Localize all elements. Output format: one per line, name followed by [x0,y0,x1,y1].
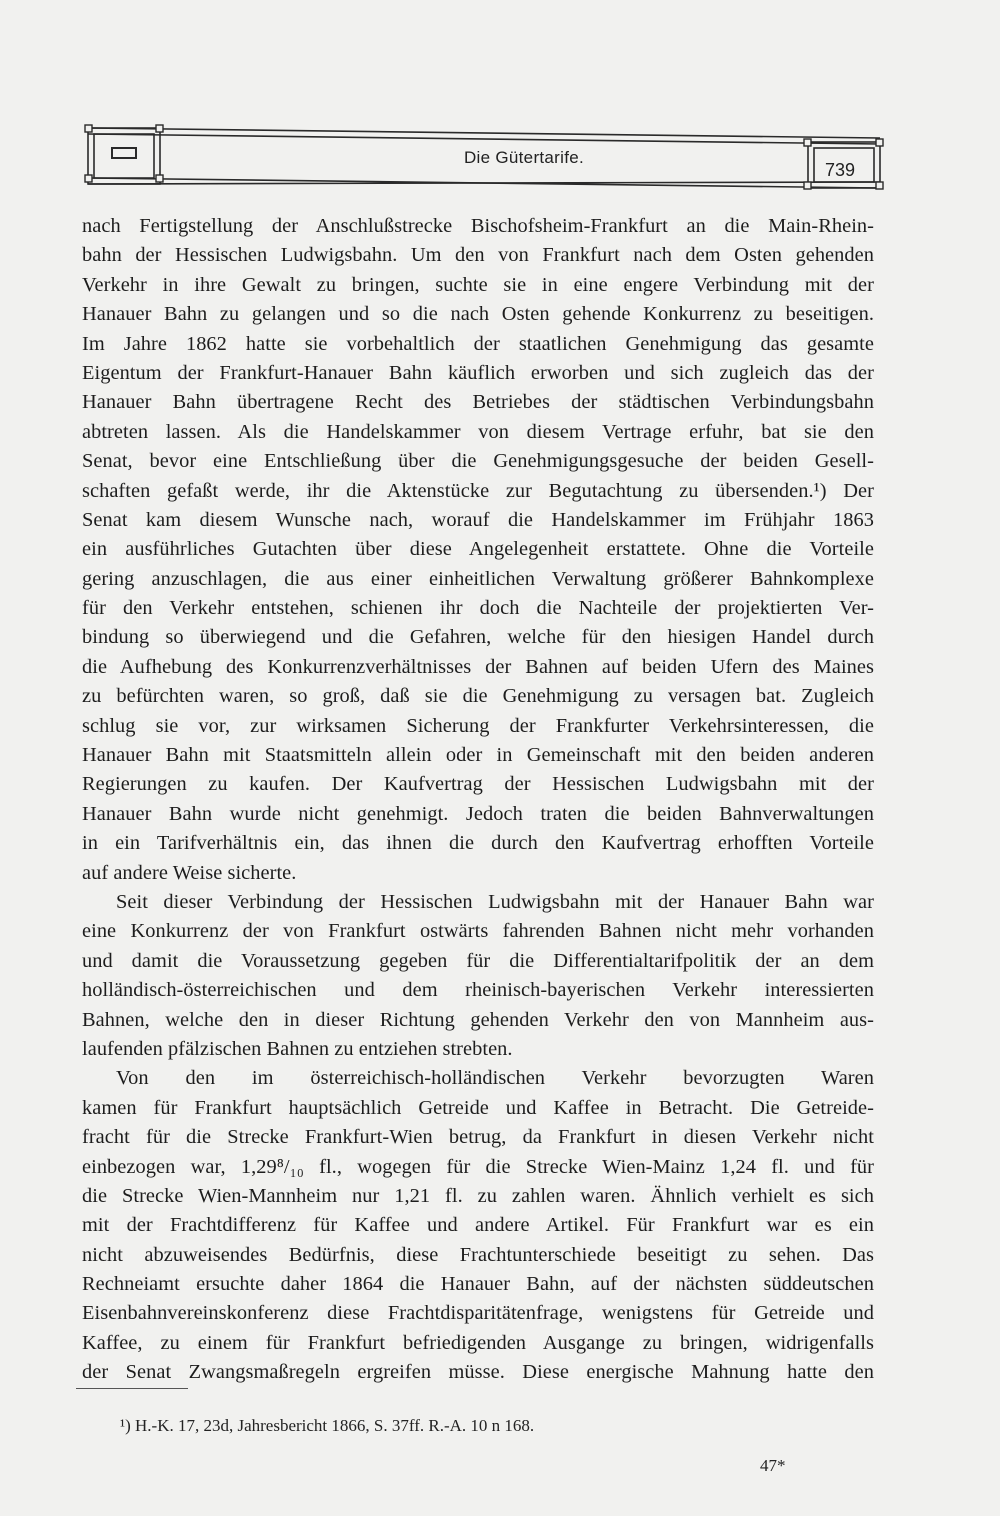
text-line: und damit die Voraussetzung gegeben für die Differentialtarifpolitik der an dem [82,949,874,972]
text-line: Hanauer Bahn mit Staatsmitteln allein oder in Gemeinschaft mit den beiden anderen [82,744,874,767]
page-number: 739 [824,160,856,180]
text-line: Eisenbahnvereinskonferenz diese Frachtdisparitätenfrage, wenigstens für Getreide und [82,1302,874,1325]
text-line: Kaffee, zu einem für Frankfurt befriedigenden Ausgange zu bringen, widrigenfalls [82,1331,874,1354]
text-line: fracht für die Strecke Frankfurt-Wien betrug, da Frankfurt in diesen Verkehr nicht [82,1126,874,1149]
running-title: Die Gütertarife. [463,148,585,167]
text-line: Hanauer Bahn wurde nicht genehmigt. Jedoch traten die beiden Bahnverwaltungen [82,802,874,825]
text-line: Eigentum der Frankfurt-Hanauer Bahn käuflich erworben und sich zugleich das der [82,361,874,384]
text-line: kamen für Frankfurt hauptsächlich Getreide und Kaffee in Betracht. Die Getreide- [82,1096,874,1119]
body-text [82,212,874,1388]
text-line: mit der Frachtdifferenz für Kaffee und andere Artikel. Für Frankfurt war es ein [82,1214,874,1237]
text-line: nach Fertigstellung der Anschlußstrecke Bischofsheim-Frankfurt an die Main-Rhein- [82,215,874,237]
text-line: holländisch-österreichischen und dem rheinisch-bayerischen Verkehr interessierten [82,979,874,1002]
text-line: gering anzuschlagen, die aus einer einheitlichen Verwaltung größerer Bahnkomplexe [82,567,874,590]
text-line: Senat kam diesem Wunsche nach, worauf die Handelskammer im Frühjahr 1863 [82,508,874,531]
signature-mark: 47* [760,1456,786,1475]
text-line: laufenden pfälzischen Bahnen zu entziehen strebten. [82,1037,513,1060]
text-line: Von den im österreichisch-holländischen Verkehr bevorzugten Waren [116,1067,874,1090]
text-line: die Strecke Wien-Mannheim nur 1,21 fl. zu zahlen waren. Ähnlich verhielt es sich [82,1184,874,1207]
text-line: ein ausführliches Gutachten über diese Angelegenheit erstattete. Ohne die Vorteile [82,538,874,561]
text-line: Bahnen, welche den in dieser Richtung gehenden Verkehr den von Mannheim aus- [82,1008,874,1031]
text-line: der Senat Zwangsmaßregeln ergreifen müsse. Diese energische Mahnung hatte den [82,1361,874,1384]
text-line: in ein Tarifverhältnis ein, das ihnen die durch den Kaufvertrag erhofften Vorteile [82,832,874,855]
text-line: Seit dieser Verbindung der Hessischen Ludwigsbahn mit der Hanauer Bahn war [116,890,874,913]
text-line: bahn der Hessischen Ludwigsbahn. Um den von Frankfurt nach dem Osten gehenden [82,244,874,267]
text-line: auf andere Weise sicherte. [82,861,297,884]
text-line: Hanauer Bahn übertragene Recht des Betriebes der städtischen Verbindungsbahn [82,391,874,414]
footnote: ¹) H.-K. 17, 23d, Jahresbericht 1866, S. 37ff. R.-A. 10 n 168. [120,1416,535,1435]
footnote-divider [76,1388,188,1389]
text-line: Im Jahre 1862 hatte sie vorbehaltlich der staatlichen Genehmigung das gesamte [82,332,874,355]
text-line: abtreten lassen. Als die Handelskammer von diesem Vertrage erfuhr, bat sie den [82,420,874,443]
text-line: einbezogen war, 1,29⁸/₁₀ fl., wogegen für die Strecke Wien-Mainz 1,24 fl. und für [82,1155,874,1178]
text-line: Regierungen zu kaufen. Der Kaufvertrag der Hessischen Ludwigsbahn mit der [82,773,874,796]
text-line: für den Verkehr entstehen, schienen ihr doch die Nachteile der projektierten Ver- [82,597,874,620]
text-line: zu befürchten waren, so groß, daß sie die Genehmigung zu versagen bat. Zugleich [82,685,874,708]
text-line: Senat, bevor eine Entschließung über die Genehmigungsgesuche der beiden Gesell- [82,450,874,473]
text-line: nicht abzuweisendes Bedürfnis, diese Frachtunterschiede beseitigt zu sehen. Das [82,1243,874,1266]
text-line: schaften gefaßt werde, ihr die Aktenstücke zur Begutachtung zu übersenden.¹) Der [82,479,874,502]
text-line: bindung so überwiegend und die Gefahren, welche für den hiesigen Handel durch [82,626,874,649]
text-line: Rechneiamt ersuchte daher 1864 die Hanauer Bahn, auf der nächsten süddeutschen [82,1273,874,1296]
text-line: schlug sie vor, zur wirksamen Sicherung der Frankfurter Verkehrsinteressen, die [82,714,874,737]
text-line: Verkehr in ihre Gewalt zu bringen, suchte sie in eine engere Verbindung mit der [82,273,874,296]
text-line: Hanauer Bahn zu gelangen und so die nach Osten gehende Konkurrenz zu beseitigen. [82,303,874,326]
running-header [84,122,884,190]
text-line: die Aufhebung des Konkurrenzverhältnisses der Bahnen auf beiden Ufern des Maines [82,655,874,678]
text-line: eine Konkurrenz der von Frankfurt ostwärts fahrenden Bahnen nicht mehr vorhanden [82,920,874,943]
